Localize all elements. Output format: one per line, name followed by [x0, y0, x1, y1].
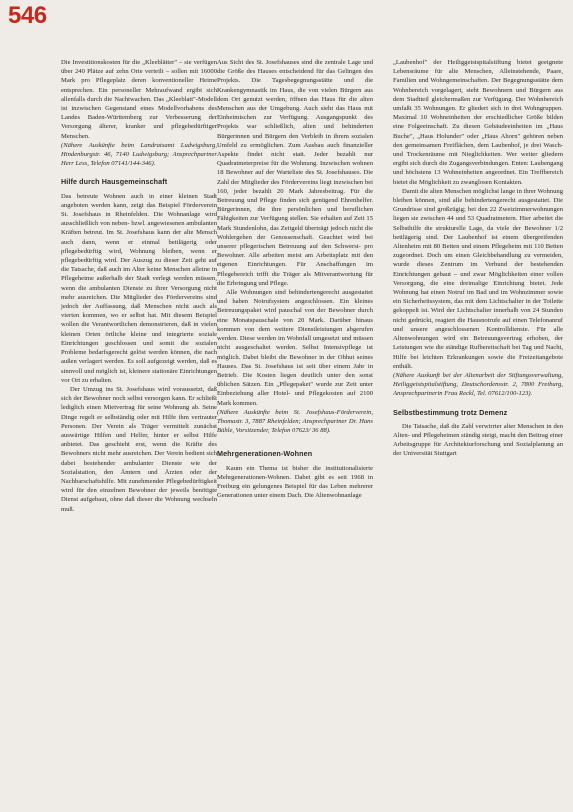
paragraph: Damit die alten Menschen möglichst lange in ihrer Wohnung bleiben können, sind alle behindertengerecht ausgestattet. Die Grundrisse sind großzügig; bei den 22 Zweizimmerwohnungen liegen sie zwischen 44 und 53 Quadratmetern. Hier arbeitet die Selbsthilfe die strukturelle Lage, da viele der Bewohner 1/2 bettlägerig sind. Der Laubenhof ist einem übergreifenden Altenheim mit 80 Betten und einem Pflegeheim mit 110 Betten zugeordnet. Doch um einen Gleichbehandlung zu vermeiden, wurde dieses Zentrum im Verbund der bestehenden Einrichtungen gebaut – und zwar Möglichkeiten einer vollen Versorgung, die eine dreimalige Einrichtung bietet. Jede Wohnung hat einen Notruf im Bad und im Wohnzimmer sowie ein Sicherheitssystem, das mit dem Lichtschalter in der Toilette gekoppelt ist. Wird der Lichtschalter innerhalb von 24 Stunden nicht gedrückt, reagiert die Hausnotrufe auf einen Telefonanruf und unsere angeschlossenen Kontrolldienste. Für alle Altenwohnungen wird ein Betreuungsvertrag erhoben, der Leistungen wie die ständige Rufbereitschaft bei Tag und Nacht, Hilfe bei leichten Erkrankungen sowie die Freizeitangebote enthält. [393, 187, 563, 370]
paragraph: Die Tatsache, daß die Zahl verwirrter alter Menschen in den Alten- und Pflegeheimen ständig steigt, macht den Beitrag einer Arbeitsgruppe für Architekturforschung und Sozialplanung an der Universität Stuttgart [393, 422, 563, 458]
text-column-middle [217, 58, 373, 806]
paragraph: Das betreute Wohnen auch in einer kleinen Stadt angeboten werden kann, zeigt das Beispiel Förderverein St. Josefshaus in Rheinfelden. Die Wohnanlage wird ausschließlich von neben- bzwl. angewiesenen ambulanten Kräften betreut. Im St. Josefshaus kann der alte Mensch auch dann, wenn er einmal bettlägerig oder pflegebedürftig wird, Wohnung bleiben, wenn er pflegebedürftig wird. Der Auszug zu dieser Zeit geht auf die Tatsache, daß auch im Alter keine Menschen alleine in Pflegeheime außerhalb der Stadt verlegt werden müssen, wenn die ambulanten Dienste zu ihrer Versorgung nicht mehr ausreichen. Die Mitglieder des Fördervereins sind jedoch der Auffassung, daß Menschen nicht auch als vierten kommen, wo er selbst hat. Mit diesem Beispiel wollen die Verantwortlichen demonstrieren, daß in vielen kleinen Orten örtliche kleine und integrierte soziale Einrichtungen geschlossen und somit die sozialen Probleme bedarfsgerecht gelöst werden können, die nach außen verlagert werden. Es soll aufgezeigt werden, daß es sinnvoll und möglich ist, kleinere stationäre Einrichtungen vor Ort zu erhalten. [61, 192, 217, 384]
paragraph: Alle Wohnungen sind behindertengerecht ausgestattet und haben Notrufsystem angeschlossen. Ein kleines Betreuungspaket wird pauschal von der Bewohner durch eine Monatspauschale von 20 Mark. Darüber hinaus kommen von dem weitere Dienstleistungen abgerufen werden. Diese werden im Wohnfall umgesetzt und müssen nicht ausgeschaltet werden. Selbst Intensivpflege ist möglich. Dabei bleibt die Bewohner in der Obhut seines Hauses. Das St. Josefshaus ist seit über einem Jahr in Betrieb. Die Kosten liegen deutlich unter den sonst üblichen Sätzen. Ein „Pflegepaket" wurde zur Zeit unter Einbeziehung aller Hotel- und Pflegekosten auf 2100 Mark kommen. [217, 289, 373, 407]
section-heading: Selbstbestimmung trotz Demenz [393, 407, 508, 417]
paragraph: Der Umzug ins St. Josefshaus wird voraussetzt, daß sich der Bewohner noch selbst versorgen kann. Er schließt lediglich einen Mietvertrag für seine Wohnung ab. Seine Dinge regelt er selbständig oder mit Hilfe ihm vertrauter Personen. Der Verein als Träger vermittelt zunächst auswärtige Hilfen und Helfer, hinter er selbst Hilfe anbietet. Das geschieht erst, wenn die Kräfte des Bewohners nicht mehr ausreichen. Der Verein bedient sich dabei bestehender ambulanter Dienste wie der Sozialstation, den Ämtern und Ärzten oder der Nachbarschaftshilfe. Mit zunehmender Pflegebedürftigkeit wird für den einzelnen Bewohner der jeweils benötigte Dienst aufgebaut, ohne daß dieser die Wohnung wechseln muß. [61, 385, 217, 513]
contact-note: (Nähere Auskünfte beim St. Josefshaus-Förderverein, Thomastr. 3, 7887 Rheinfelden; Ansprechpartner Dr. Hans Bühle, Vorsitzender, Telefon 07623/ 36 88). [217, 408, 373, 435]
paragraph: „Laubenhof" der Heiliggeistspitalstiftung bietet geeignete Lebensräume für alte Menschen, Alleinstehende, Paare, Familien und Wohngemeinschaften. Der Begegnungsstätte dem Wohnbereich vorgelagert, steht Bewohnern und Bürgern aus dem Stadtteil gleichermaßen zur Verfügung. Der Wohnbereich umfaßt 35 Wohnungen. Er gliedert sich in drei Wohngruppen. Maximal 10 Wohneinheiten der erschiedlicher Größe bilden eine Folgeeinschaft. Zu diesen Gebäudeeinheiten im „Haus Buche", „Haus Holunder" oder „Haus Ahorn" gehören neben den gemeinsamen Freiflächen, dem Laubenhof, je drei Wasch- und Trockenräume mit Nieglichkeiten. Wer weiter gliedern ergibt sich durch die Zugangsverbindungen. Enten: Laubengang und höchstens 13 Wohneinheiten angeordnet. Ein Treffbereich bietet die Möglichkeit zu zwanglosen Kontakten. [393, 59, 563, 186]
section-heading: Mehrgenerationen-Wohnen [217, 449, 313, 459]
text-column-left [61, 58, 217, 806]
text-column-right [393, 58, 563, 806]
paragraph: Kaum ein Thema ist bisher die institutionalisierte Mehrgenerationen-Wohnen. Dabei gibt es seit 1968 in Freiburg ein gelungenes Beispiel für das Leben mehrerer Generationen unter einem Dach. Die Altenwohnanlage [217, 464, 373, 500]
contact-note: (Nähere Auskunft bei der Altenarbeit der Stiftungsverwaltung, Heiliggeistspitalstiftung, Deutschordensstr. 2, 7800 Freiburg, Ansprechpartnerin Frau Reckl, Tel. 07612/100-123). [393, 371, 563, 398]
paragraph: Die Investitionskosten für die „Kleeblätter" – sie verfügen über 240 Plätze auf zehn Orte verteilt – sollen mit 16000 Mark pro Pflegeplatz deren konventioneller Heime entsprechen. Ein personeller Mehraufwand ergibt sich allenfalls durch die Nachtwachen. Das „Kleeblatt"-Modell ist inzwischen Gegenstand eines Modellvorhabens des Landes Baden-Württemberg zur Verbesserung der Versorgung älterer, kranker und pflegebedürftiger Menschen. [61, 59, 217, 140]
page-number: 546 [8, 2, 47, 29]
section-heading: Hilfe durch Hausgemeinschaft [61, 177, 168, 187]
paragraph: Aus Sicht des St. Josefshauses sind die zentrale Lage und die Größe des Hauses entscheidend für das Gelingen des Projekts. Die Tagesbegegnungsstätte und die Krankengymnastik im Haus, die von vielen Bürgern aus dem Ort genutzt werden, öffnen das Haus für die alten Menschen aus der Umgebung. Auch sieht das Haus mit Einheimischen zur Verfügung. Ausgangspunkt des Projekts war schließlich, alten und behinderten Bürgerinnen und Bürgern den Verbleib in ihrem sozialen Umfeld zu ermöglichen. Zum Ausbau auch finanzieller Aspekte findet nicht statt. Jeder bezahlt nur Quadratmeterpreise für die Wohnung. Inzwischen wohnen 18 Bewohner auf der Warteliste des St. Josefshauses. Die Zahl der Mitglieder des Fördervereins liegt inzwischen bei 160, jeder bezahlt 20 Mark Jahresbeitrag. Für die Betreuung und Pflege finden sich genügend Ehrenhelfer. Bürgerinnen, die ihre persönlichen und beruflichen Fähigkeiten zur Verfügung stellen. Sie erhalten auf Zeit 15 Mark Stundenlohn, das Zeitgeld überträgt jedoch nicht die Wohlergehen der Genossenschaft. Geachtet wird bei unserer pflegerischen Betreuung auf den Schwerst- pro Bewohner. Alle arbeiten meist am Arbeitsplatz mit den eigenen Einrichtungen. Für Anschaffungen im Pflegebereich trifft die Träger als Mitverantwortung für die Erbringung und Pflege. [217, 59, 373, 287]
contact-note: (Nähere Auskünfte beim Landratsamt Ludwigsburg, Hindenburgstr. 46, 7140 Ludwigsburg; Ansprechpartner Herr Less, Telefon 07141/144-346). [61, 141, 217, 168]
